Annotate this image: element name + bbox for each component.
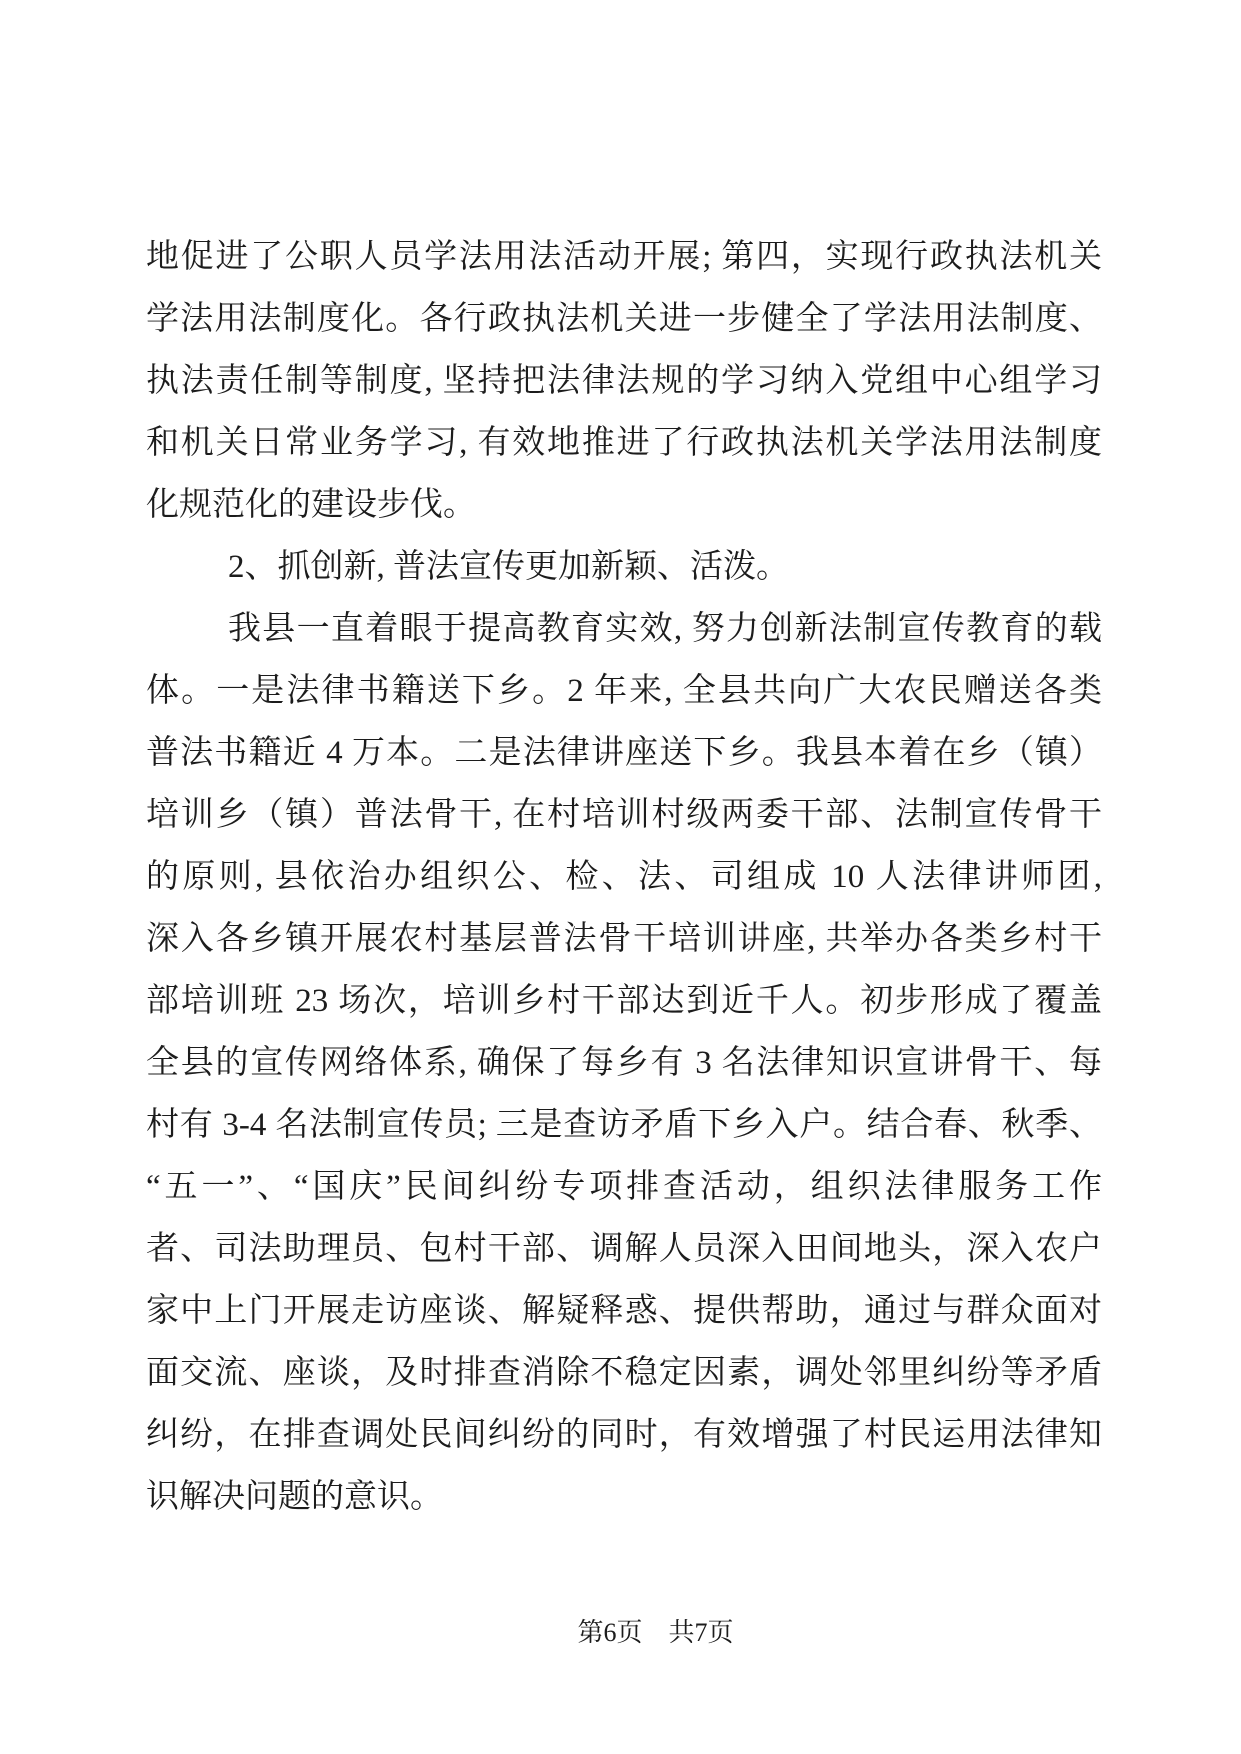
text-line: 纠纷，在排查调处民间纠纷的同时，有效增强了村民运用法律知 [146, 1417, 1102, 1453]
text-line: 培训乡（镇）普法骨干, 在村培训村级两委干部、法制宣传骨干 [146, 797, 1102, 833]
text-line: 化规范化的建设步伐。 [146, 487, 476, 523]
text-line: 2、抓创新, 普法宣传更加新颖、活泼。 [228, 549, 789, 585]
text-line: 村有 3-4 名法制宣传员; 三是查访矛盾下乡入户。结合春、秋季、 [146, 1107, 1102, 1143]
page-footer [0, 1612, 1241, 1654]
text-line: 地促进了公职人员学法用法活动开展; 第四，实现行政执法机关 [146, 239, 1102, 275]
text-line: 学法用法制度化。各行政执法机关进一步健全了学法用法制度、 [146, 301, 1102, 337]
text-line: 部培训班 23 场次，培训乡村干部达到近千人。初步形成了覆盖 [146, 983, 1102, 1019]
page-number: 第6页 共7页 [577, 1618, 734, 1647]
text-line: 执法责任制等制度, 坚持把法律法规的学习纳入党组中心组学习 [146, 363, 1102, 399]
text-line: 家中上门开展走访座谈、解疑释惑、提供帮助，通过与群众面对 [146, 1293, 1102, 1329]
text-line: 普法书籍近 4 万本。二是法律讲座送下乡。我县本着在乡（镇） [146, 735, 1102, 771]
text-line: 体。一是法律书籍送下乡。2 年来, 全县共向广大农民赠送各类 [146, 673, 1102, 709]
text-line: “五一”、“国庆”民间纠纷专项排查活动，组织法律服务工作 [146, 1169, 1102, 1205]
text-line: 深入各乡镇开展农村基层普法骨干培训讲座, 共举办各类乡村干 [146, 921, 1102, 957]
document-body [146, 226, 1102, 1528]
text-line: 的原则, 县依治办组织公、检、法、司组成 10 人法律讲师团, [146, 859, 1102, 895]
text-line: 我县一直着眼于提高教育实效, 努力创新法制宣传教育的载 [228, 611, 1102, 647]
text-line: 和机关日常业务学习, 有效地推进了行政执法机关学法用法制度 [146, 425, 1102, 461]
text-line: 全县的宣传网络体系, 确保了每乡有 3 名法律知识宣讲骨干、每 [146, 1045, 1102, 1081]
text-line: 者、司法助理员、包村干部、调解人员深入田间地头，深入农户 [146, 1231, 1102, 1267]
text-line: 面交流、座谈，及时排查消除不稳定因素，调处邻里纠纷等矛盾 [146, 1355, 1102, 1391]
text-line: 识解决问题的意识。 [146, 1479, 443, 1515]
